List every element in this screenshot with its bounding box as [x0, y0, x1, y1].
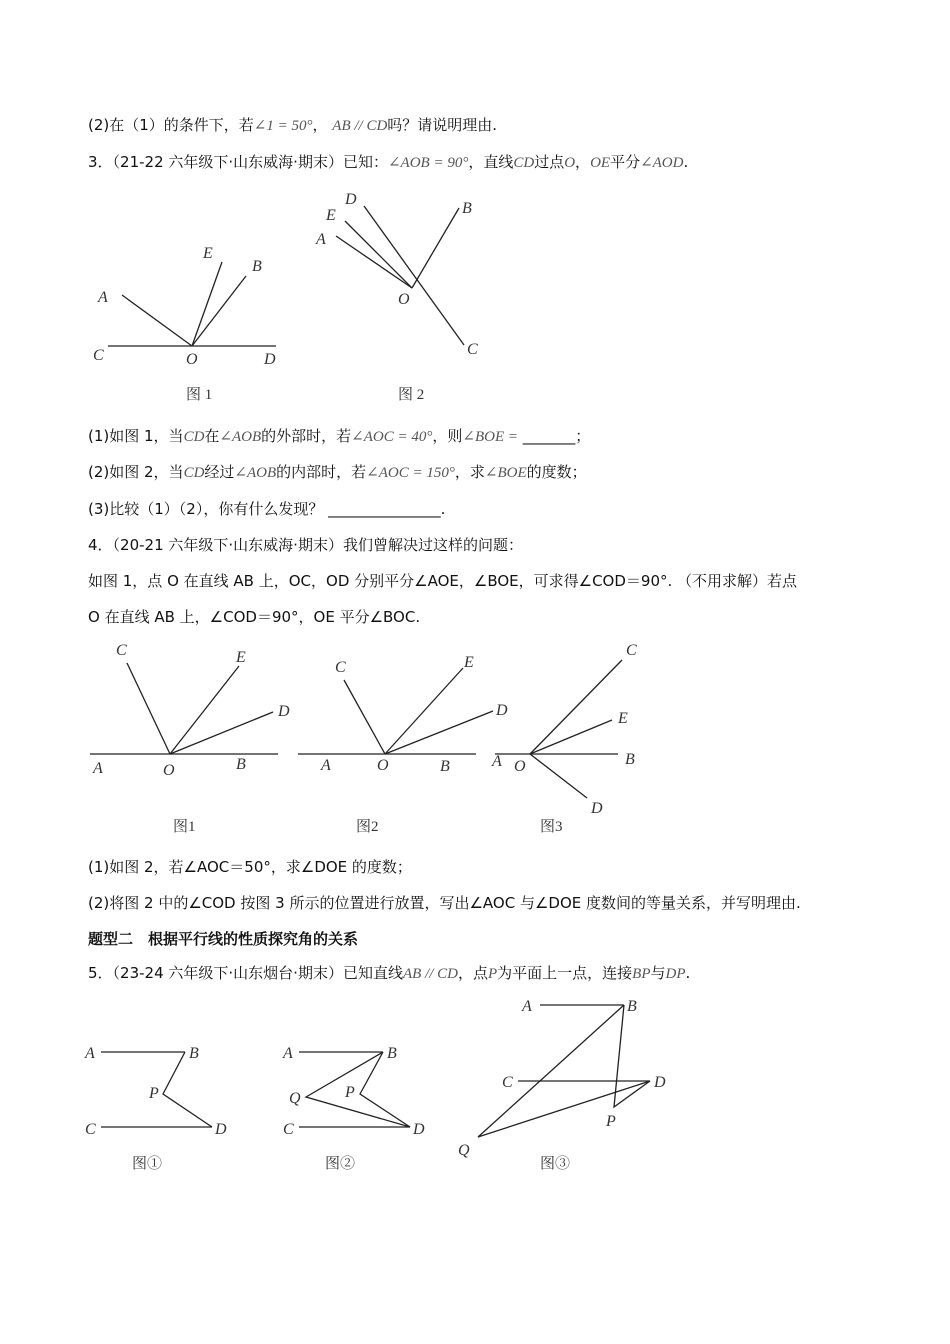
- label-o: O: [377, 757, 389, 774]
- label-a: A: [492, 753, 502, 770]
- answer-blank[interactable]: _______________: [328, 500, 441, 518]
- label-b: B: [440, 758, 450, 775]
- label-a: A: [93, 760, 103, 777]
- caption: 图 2: [398, 387, 425, 403]
- label-a: A: [85, 1045, 95, 1062]
- label-b: B: [189, 1045, 199, 1062]
- label-p: P: [606, 1113, 616, 1130]
- label-b: B: [625, 751, 635, 768]
- label-d: D: [591, 800, 603, 817]
- label-e: E: [618, 710, 628, 727]
- label-c: C: [502, 1074, 513, 1091]
- label-c: C: [335, 659, 346, 676]
- label-d: D: [264, 351, 276, 368]
- label-c: C: [93, 347, 104, 364]
- label-p: P: [149, 1085, 159, 1102]
- caption: 图1: [173, 819, 196, 835]
- label-q: Q: [458, 1142, 470, 1159]
- caption: 图①: [132, 1156, 163, 1172]
- caption: 图②: [325, 1156, 356, 1172]
- label-c: C: [283, 1121, 294, 1138]
- label-d: D: [215, 1121, 227, 1138]
- label-q: Q: [289, 1090, 301, 1107]
- path-bpd: [614, 1005, 650, 1107]
- label-c: C: [467, 341, 478, 358]
- label-a: A: [98, 289, 108, 306]
- q4-line1: 如图 1，点 O 在直线 AB 上，OC，OD 分别平分∠AOE，∠BOE，可求得∠COD＝90°. （不用求解）若点: [88, 572, 798, 590]
- label-b: B: [236, 756, 246, 773]
- label-d: D: [413, 1121, 425, 1138]
- label-d: D: [496, 702, 508, 719]
- parallel-relation: AB // CD: [332, 118, 388, 134]
- label-c: C: [626, 642, 637, 659]
- label-b: B: [462, 200, 472, 217]
- label-e: E: [236, 649, 246, 666]
- caption: 图3: [540, 819, 563, 835]
- q3-part1: (1)如图 1，当CD在∠AOB的外部时，若∠AOC = 40°，则∠BOE = _______；: [88, 427, 591, 445]
- label-e: E: [203, 245, 213, 262]
- label-a: A: [316, 231, 326, 248]
- label-d: D: [345, 191, 357, 208]
- label-a: A: [283, 1045, 293, 1062]
- label-b: B: [252, 258, 262, 275]
- label-o: O: [514, 758, 526, 775]
- label-o: O: [163, 762, 175, 779]
- q4-header: 4．（20-21 六年级下·山东威海·期末）我们曾解决过这样的问题：: [88, 536, 523, 554]
- label-a: A: [522, 998, 532, 1015]
- label-d: D: [654, 1074, 666, 1091]
- section-title: 题型二 根据平行线的性质探究角的关系: [88, 930, 359, 948]
- path-bqd: [478, 1005, 650, 1137]
- label-c: C: [85, 1121, 96, 1138]
- angle-condition: ∠1 = 50°: [253, 118, 313, 134]
- caption: 图③: [540, 1156, 571, 1172]
- q3-part2: (2)如图 2，当CD经过∠AOB的内部时，若∠AOC = 150°，求∠BOE的度数；: [88, 463, 587, 481]
- caption: 图2: [356, 819, 379, 835]
- label-e: E: [326, 207, 336, 224]
- label-e: E: [464, 654, 474, 671]
- label-c: C: [116, 642, 127, 659]
- q5-header: 5．（23-24 六年级下·山东烟台·期末）已知直线AB // CD，点P为平面上一点，连接BP与DP.: [88, 964, 691, 982]
- q4-part1: (1)如图 2，若∠AOC＝50°，求∠DOE 的度数；: [88, 858, 412, 876]
- q3-part3: (3)比较（1）（2），你有什么发现？ _______________.: [88, 500, 446, 518]
- label-a: A: [321, 757, 331, 774]
- label-o: O: [398, 291, 410, 308]
- label-o: O: [186, 351, 198, 368]
- label-d: D: [278, 703, 290, 720]
- q4-line2: O 在直线 AB 上，∠COD＝90°，OE 平分∠BOC.: [88, 608, 421, 626]
- q2-part2-line: (2)在（1）的条件下，若∠1 = 50°， AB // CD吗？请说明理由.: [88, 116, 498, 134]
- caption: 图 1: [186, 387, 213, 403]
- label-b: B: [387, 1045, 397, 1062]
- label-b: B: [627, 998, 637, 1015]
- q3-header: 3．（21-22 六年级下·山东威海·期末）已知：∠AOB = 90°，直线CD过点O，OE平分∠AOD.: [88, 153, 689, 171]
- answer-blank[interactable]: _______: [522, 427, 576, 445]
- q4-part2: (2)将图 2 中的∠COD 按图 3 所示的位置进行放置，写出∠AOC 与∠DOE 度数间的等量关系，并写明理由.: [88, 894, 801, 912]
- label-p: P: [345, 1084, 355, 1101]
